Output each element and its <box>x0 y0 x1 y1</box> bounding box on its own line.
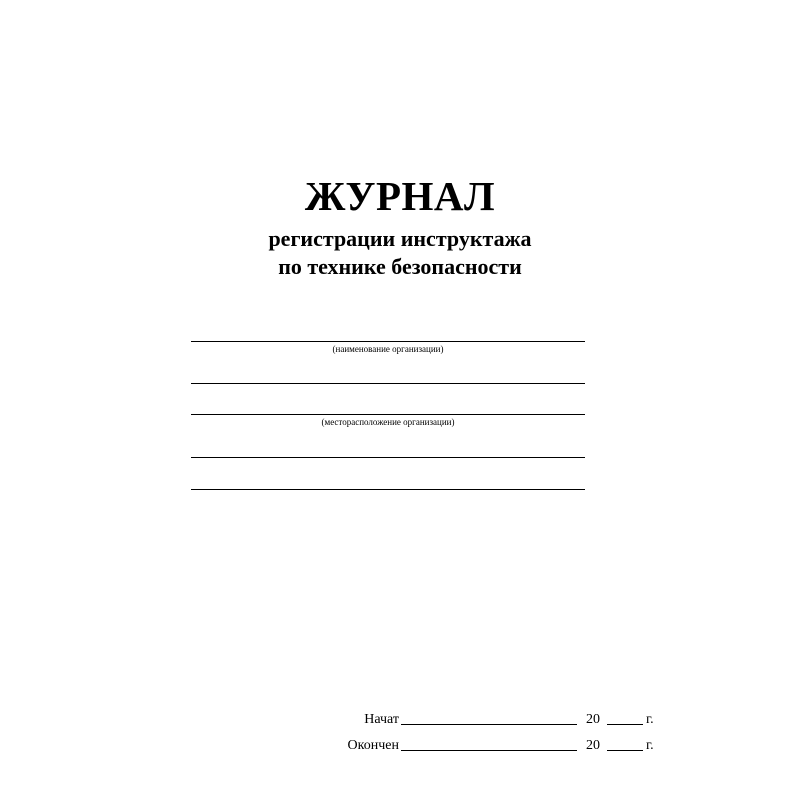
ended-year-blank[interactable] <box>607 750 643 751</box>
document-title: ЖУРНАЛ <box>304 173 496 219</box>
ended-year-prefix: 20 <box>586 738 600 753</box>
org-location-line-2[interactable] <box>191 457 585 458</box>
started-year-prefix: 20 <box>586 712 600 727</box>
document-subtitle-line-1: регистрации инструктажа <box>268 226 532 251</box>
ended-date-blank[interactable] <box>401 750 577 751</box>
document-subtitle-line-2: по технике безопасности <box>278 254 522 279</box>
ended-label: Окончен <box>347 738 399 753</box>
ended-date-row <box>334 735 664 757</box>
started-date-row <box>334 709 664 731</box>
started-label: Начат <box>364 712 399 727</box>
org-name-line[interactable] <box>191 341 585 342</box>
org-location-line-3[interactable] <box>191 489 585 490</box>
started-year-blank[interactable] <box>607 724 643 725</box>
org-location-caption: (месторасположение организации) <box>321 417 455 427</box>
org-location-line[interactable] <box>191 414 585 415</box>
ended-year-suffix: г. <box>646 738 654 753</box>
org-name-line-2[interactable] <box>191 383 585 384</box>
started-year-suffix: г. <box>646 712 654 727</box>
org-name-caption: (наименование организации) <box>332 344 444 354</box>
started-date-blank[interactable] <box>401 724 577 725</box>
